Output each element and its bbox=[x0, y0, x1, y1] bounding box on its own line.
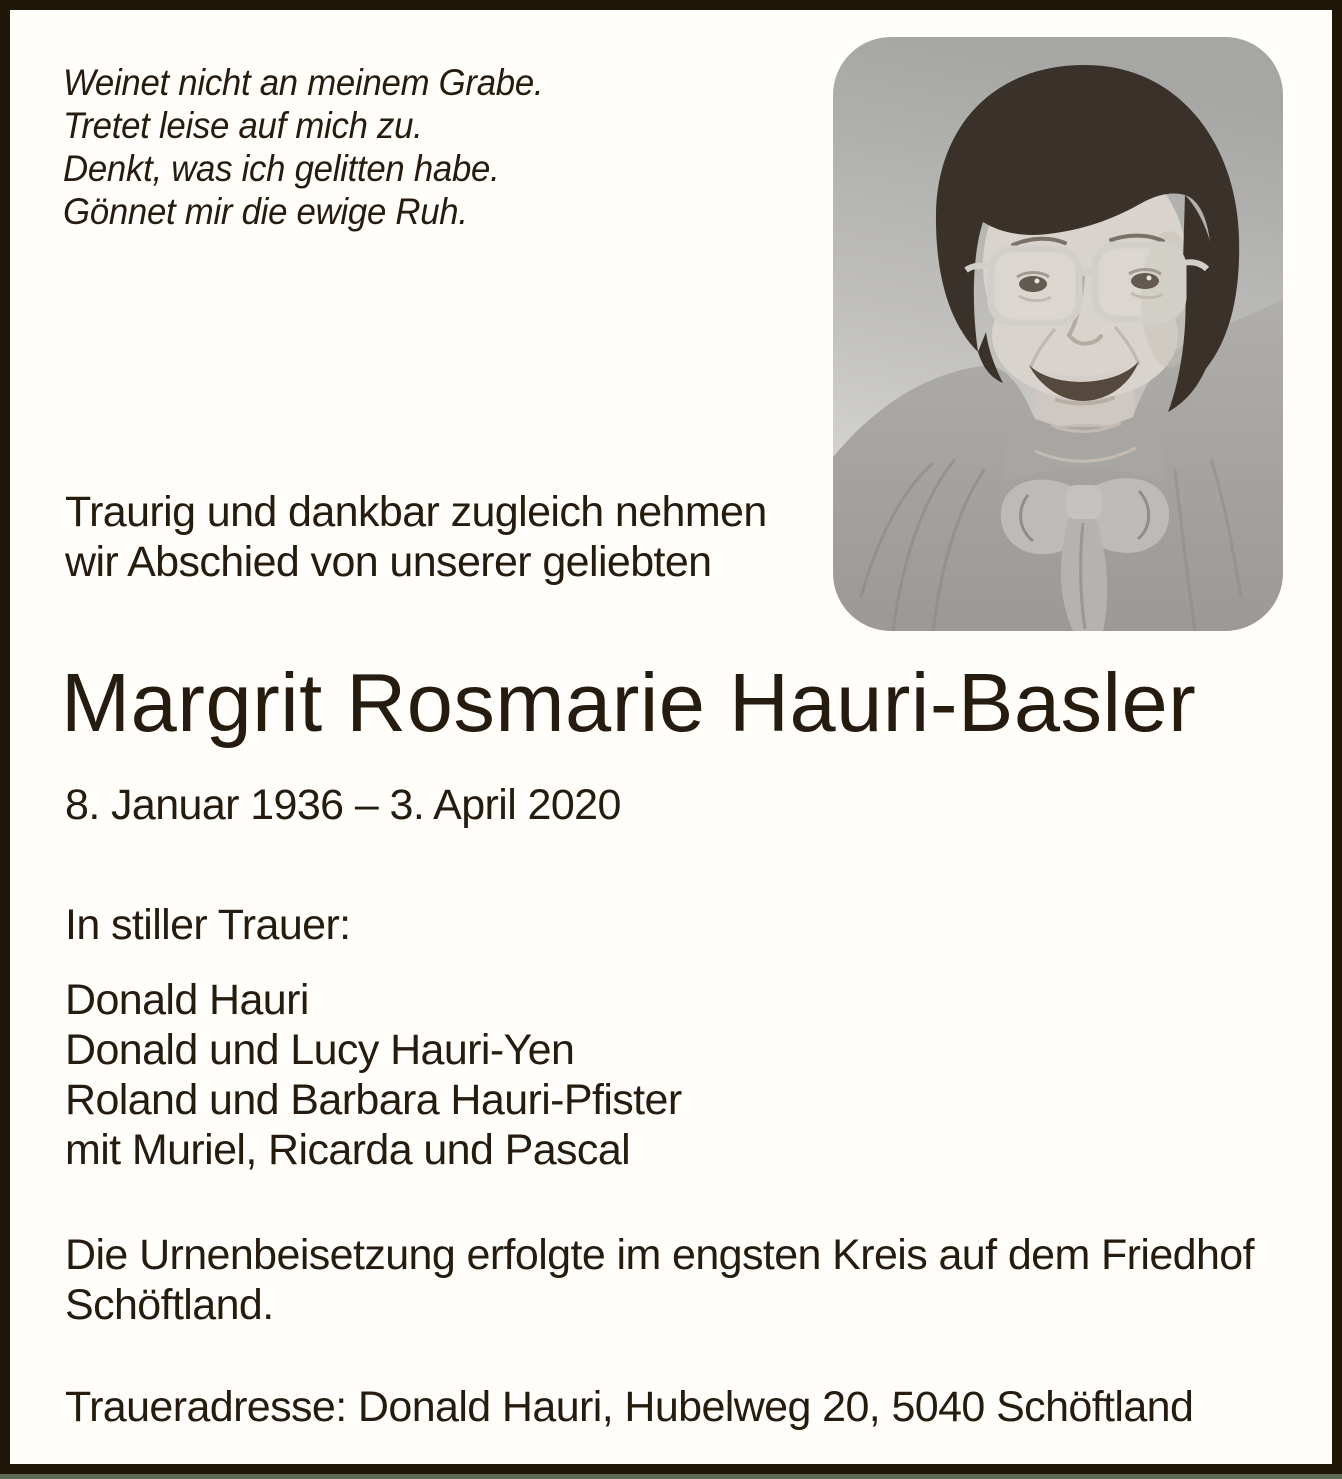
mourners-list bbox=[65, 975, 682, 1175]
mourning-heading: In stiller Trauer: bbox=[65, 901, 351, 949]
mourner-line: Roland und Barbara Hauri-Pfister bbox=[65, 1076, 682, 1124]
portrait-illustration bbox=[833, 37, 1283, 631]
mourner-line: Donald und Lucy Hauri-Yen bbox=[65, 1026, 575, 1074]
poem-line: Gönnet mir die ewige Ruh. bbox=[63, 191, 468, 232]
poem-line: Weinet nicht an meinem Grabe. bbox=[63, 62, 544, 103]
bottom-edge-strip bbox=[0, 1474, 1342, 1479]
mourner-line: mit Muriel, Ricarda und Pascal bbox=[65, 1126, 631, 1174]
mourner-line: Donald Hauri bbox=[65, 976, 309, 1024]
burial-line: Die Urnenbeisetzung erfolgte im engsten Kreis auf dem Friedhof bbox=[65, 1231, 1254, 1279]
farewell-intro bbox=[65, 487, 767, 587]
portrait-photo bbox=[833, 37, 1283, 631]
poem-line: Denkt, was ich gelitten habe. bbox=[63, 148, 500, 189]
mourning-address: Traueradresse: Donald Hauri, Hubelweg 20, 5040 Schöftland bbox=[65, 1383, 1194, 1431]
poem-line: Tretet leise auf mich zu. bbox=[63, 105, 423, 146]
burial-line: Schöftland. bbox=[65, 1281, 274, 1329]
intro-line: Traurig und dankbar zugleich nehmen bbox=[65, 488, 767, 536]
deceased-name: Margrit Rosmarie Hauri-Basler bbox=[61, 656, 1197, 749]
intro-line: wir Abschied von unserer geliebten bbox=[65, 538, 712, 586]
life-dates: 8. Januar 1936 – 3. April 2020 bbox=[65, 781, 621, 829]
burial-notice bbox=[65, 1230, 1254, 1330]
memorial-poem bbox=[63, 61, 543, 233]
